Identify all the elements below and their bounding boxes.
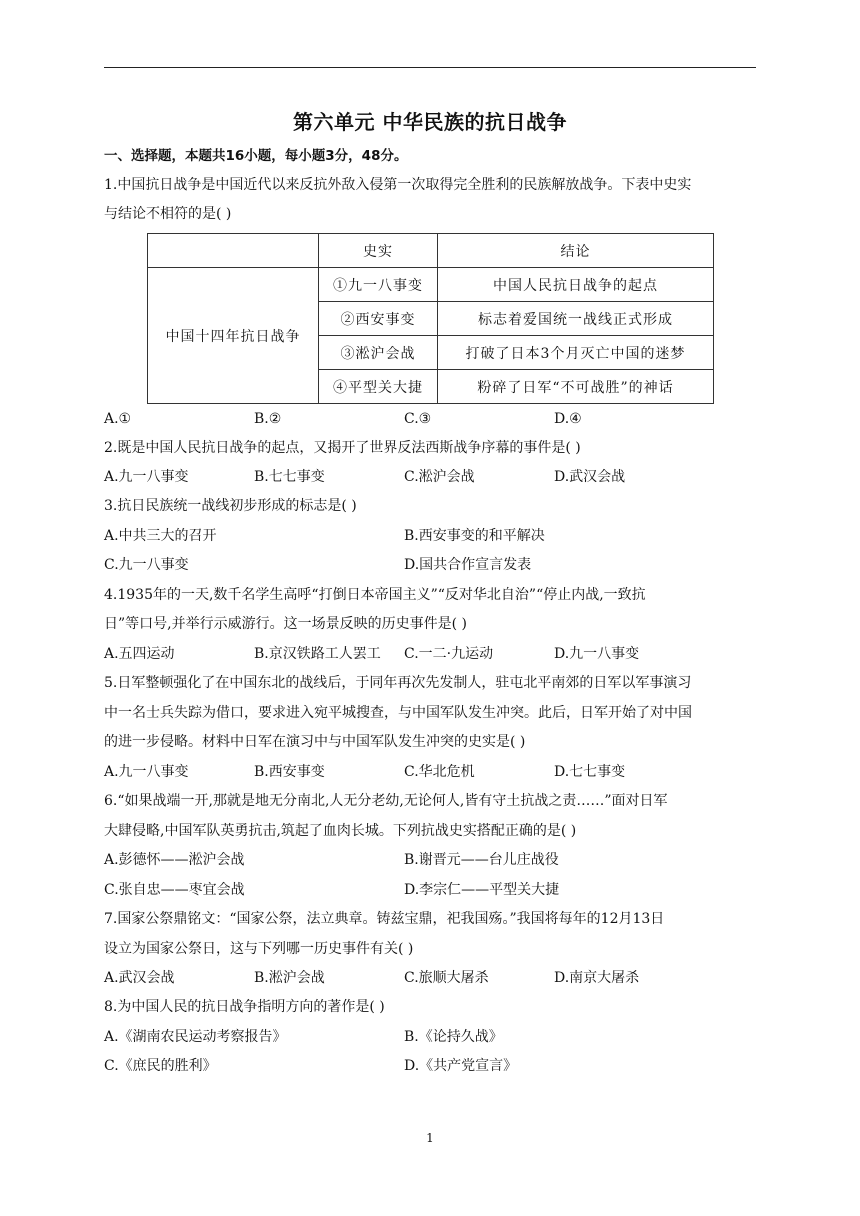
table-header-empty bbox=[148, 234, 319, 268]
question-5-line-1: 5.日军整顿强化了在中国东北的战线后，于同年再次先发制人，驻屯北平南郊的日军以军事演习 bbox=[104, 675, 692, 691]
section-heading: 一、选择题，本题共16小题，每小题3分，48分。 bbox=[104, 148, 408, 164]
question-7-line-1: 7.国家公祭鼎铭文：“国家公祭，法立典章。铸兹宝鼎，祀我国殇。”我国将每年的12月13日 bbox=[104, 911, 665, 927]
q7-option-d: D.南京大屠杀 bbox=[554, 970, 640, 986]
table-cell-fact: ③淞沪会战 bbox=[319, 336, 438, 370]
history-facts-table bbox=[147, 233, 714, 404]
question-5-line-2: 中一名士兵失踪为借口，要求进入宛平城搜查，与中国军队发生冲突。此后，日军开始了对中国 bbox=[104, 705, 692, 721]
q8-option-d: D.《共产党宣言》 bbox=[404, 1058, 518, 1074]
q4-option-c: C.一二·九运动 bbox=[404, 646, 494, 662]
q8-option-a: A.《湖南农民运动考察报告》 bbox=[104, 1029, 287, 1045]
q2-option-a: A.九一八事变 bbox=[104, 469, 189, 485]
q6-option-c: C.张自忠——枣宜会战 bbox=[104, 882, 245, 898]
q1-option-b: B.② bbox=[254, 411, 282, 427]
table-cell-conclusion: 中国人民抗日战争的起点 bbox=[438, 268, 714, 302]
q3-option-c: C.九一八事变 bbox=[104, 557, 189, 573]
question-2-line-1: 2.既是中国人民抗日战争的起点，又揭开了世界反法西斯战争序幕的事件是( ) bbox=[104, 440, 581, 456]
question-4-line-2: 日”等口号,并举行示威游行。这一场景反映的历史事件是( ) bbox=[104, 616, 467, 632]
q4-option-a: A.五四运动 bbox=[104, 646, 175, 662]
q7-option-b: B.淞沪会战 bbox=[254, 970, 325, 986]
question-8-line-1: 8.为中国人民的抗日战争指明方向的著作是( ) bbox=[104, 999, 385, 1015]
q6-option-a: A.彭德怀——淞沪会战 bbox=[104, 852, 245, 868]
q2-option-b: B.七七事变 bbox=[254, 469, 325, 485]
table-header-conclusion: 结论 bbox=[438, 234, 714, 268]
q2-option-c: C.淞沪会战 bbox=[404, 469, 475, 485]
q5-option-d: D.七七事变 bbox=[554, 764, 626, 780]
q5-option-c: C.华北危机 bbox=[404, 764, 475, 780]
q1-option-d: D.④ bbox=[554, 411, 582, 427]
table-cell-fact: ①九一八事变 bbox=[319, 268, 438, 302]
table-cell-conclusion: 粉碎了日军“不可战胜”的神话 bbox=[438, 370, 714, 404]
table-header-row bbox=[148, 234, 714, 268]
table-row bbox=[148, 268, 714, 302]
q7-option-c: C.旅顺大屠杀 bbox=[404, 970, 489, 986]
question-3-line-1: 3.抗日民族统一战线初步形成的标志是( ) bbox=[104, 498, 357, 514]
q5-option-a: A.九一八事变 bbox=[104, 764, 189, 780]
question-4-line-1: 4.1935年的一天,数千名学生高呼“打倒日本帝国主义”“反对华北自治”“停止内战,一致抗 bbox=[104, 587, 646, 603]
page-title: 第六单元 中华民族的抗日战争 bbox=[293, 110, 567, 134]
q2-option-d: D.武汉会战 bbox=[554, 469, 626, 485]
table-group-label: 中国十四年抗日战争 bbox=[148, 268, 319, 404]
q5-option-b: B.西安事变 bbox=[254, 764, 325, 780]
table-header-facts: 史实 bbox=[319, 234, 438, 268]
question-6-line-1: 6.“如果战端一开,那就是地无分南北,人无分老幼,无论何人,皆有守土抗战之责……”面对日军 bbox=[104, 793, 668, 809]
q3-option-d: D.国共合作宣言发表 bbox=[404, 557, 532, 573]
question-7-line-2: 设立为国家公祭日，这与下列哪一历史事件有关( ) bbox=[104, 941, 414, 957]
q7-option-a: A.武汉会战 bbox=[104, 970, 175, 986]
question-1-line-1: 1.中国抗日战争是中国近代以来反抗外敌入侵第一次取得完全胜利的民族解放战争。下表中史实 bbox=[104, 177, 692, 193]
q4-option-d: D.九一八事变 bbox=[554, 646, 640, 662]
table-cell-fact: ④平型关大捷 bbox=[319, 370, 438, 404]
table-cell-conclusion: 打破了日本3个月灭亡中国的迷梦 bbox=[438, 336, 714, 370]
q8-option-c: C.《庶民的胜利》 bbox=[104, 1058, 217, 1074]
question-6-line-2: 大肆侵略,中国军队英勇抗击,筑起了血肉长城。下列抗战史实搭配正确的是( ) bbox=[104, 823, 577, 839]
q8-option-b: B.《论持久战》 bbox=[404, 1029, 503, 1045]
q1-option-a: A.① bbox=[104, 411, 132, 427]
q6-option-d: D.李宗仁——平型关大捷 bbox=[404, 882, 560, 898]
header-rule bbox=[104, 67, 756, 68]
q4-option-b: B.京汉铁路工人罢工 bbox=[254, 646, 381, 662]
page-number: 1 bbox=[426, 1131, 434, 1145]
q6-option-b: B.谢晋元——台儿庄战役 bbox=[404, 852, 559, 868]
question-5-line-3: 的进一步侵略。材料中日军在演习中与中国军队发生冲突的史实是( ) bbox=[104, 734, 526, 750]
q3-option-a: A.中共三大的召开 bbox=[104, 528, 217, 544]
question-1-line-2: 与结论不相符的是( ) bbox=[104, 206, 232, 222]
table-cell-conclusion: 标志着爱国统一战线正式形成 bbox=[438, 302, 714, 336]
q1-option-c: C.③ bbox=[404, 411, 432, 427]
q3-option-b: B.西安事变的和平解决 bbox=[404, 528, 545, 544]
table-cell-fact: ②西安事变 bbox=[319, 302, 438, 336]
